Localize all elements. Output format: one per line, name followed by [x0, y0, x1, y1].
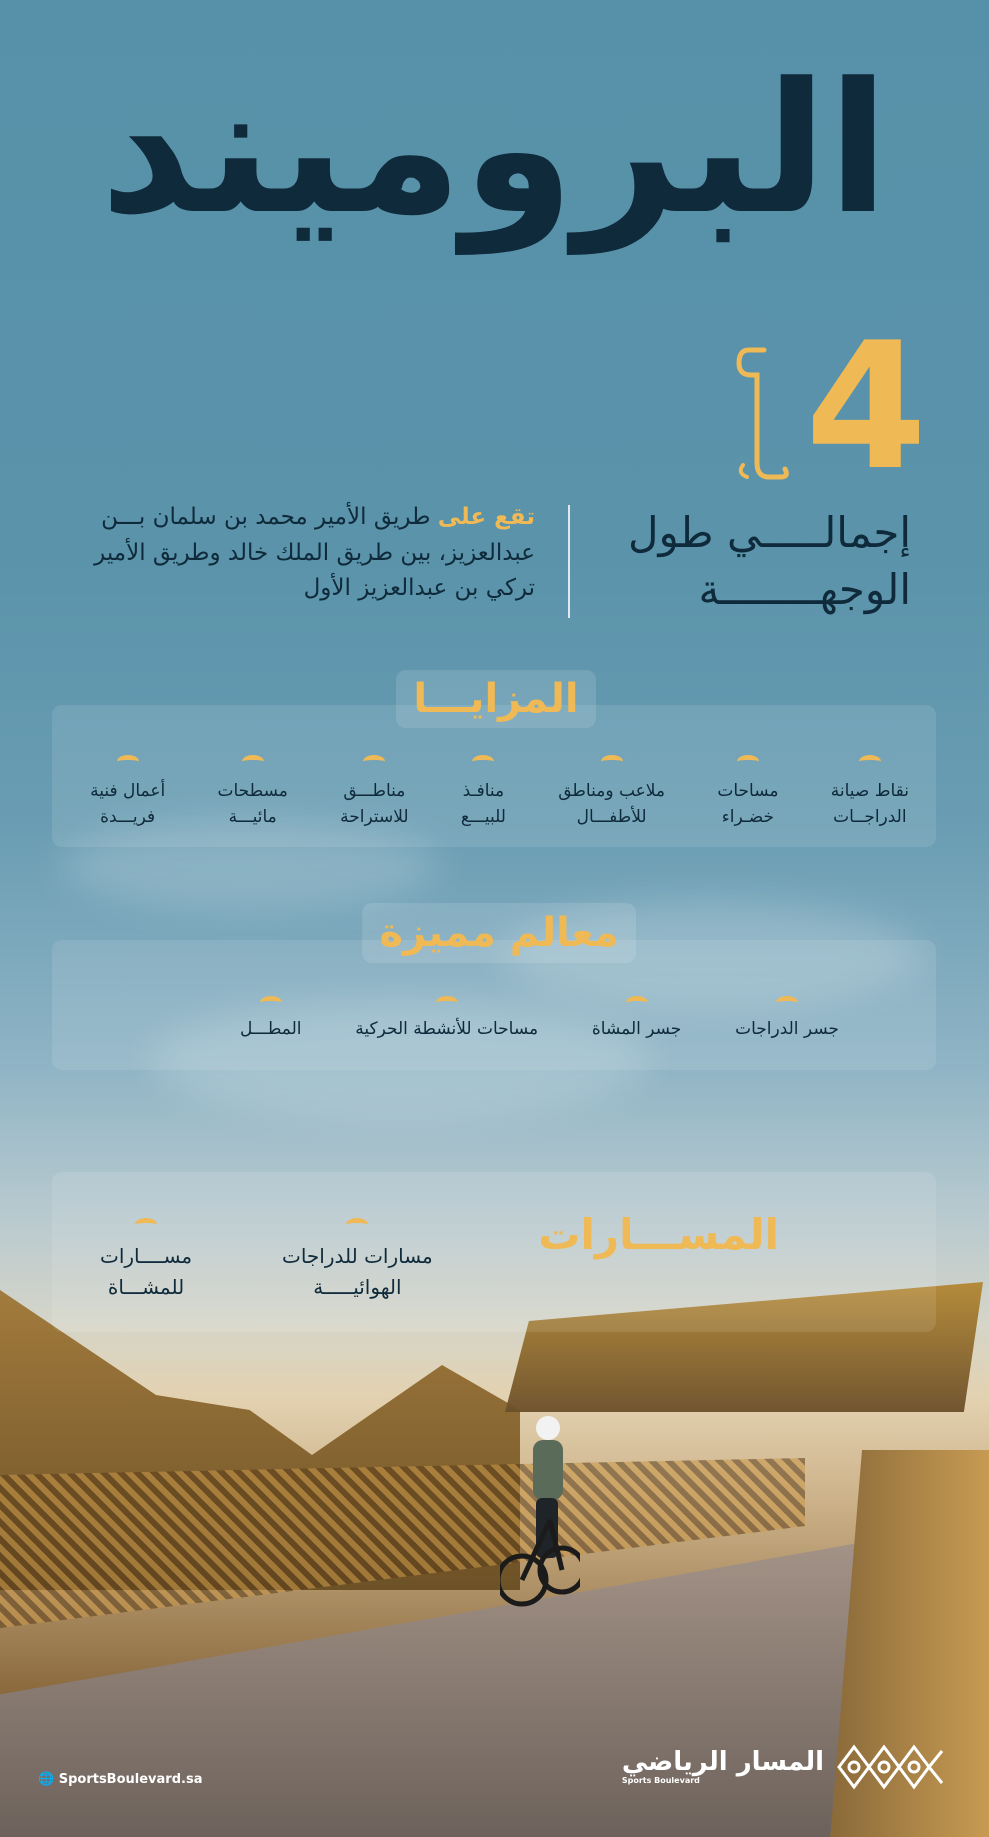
- landmarks-heading: معالم مميزة: [362, 903, 636, 963]
- location-accent: تقع على: [437, 504, 535, 530]
- landmark-item: جسر الدراجات: [735, 996, 839, 1039]
- landmark-item: المطـــل: [240, 996, 302, 1039]
- feature-item: مساحات خضـراء: [717, 755, 778, 831]
- dash-icon: [135, 1218, 157, 1231]
- dash-icon: [260, 996, 282, 1009]
- logo-text-english: Sports Boulevard: [621, 1776, 700, 1786]
- dash-icon: [242, 755, 264, 768]
- km-unit-glyph: [729, 345, 789, 485]
- dash-icon: [859, 755, 881, 768]
- track-item: مسارات للدراجات الهوائيـــــة: [282, 1218, 433, 1303]
- dash-icon: [472, 755, 494, 768]
- dash-icon: [626, 996, 648, 1009]
- dash-icon: [346, 1218, 368, 1231]
- logo-pattern-icon: [834, 1737, 949, 1797]
- feature-item: منافـذ للبيـــع: [461, 755, 506, 831]
- track-item: مســــارات للمشـــاة: [100, 1218, 192, 1303]
- feature-item: ملاعب ومناطق للأطفـــال: [558, 755, 665, 831]
- landmark-item: مساحات للأنشطة الحركية: [355, 996, 538, 1039]
- landmark-item: جسر المشاة: [592, 996, 681, 1039]
- website-link[interactable]: 🌐 SportsBoulevard.sa: [38, 1772, 203, 1787]
- cyclist-figure: [500, 1410, 580, 1620]
- logo-text-arabic: المسار الرياضي: [621, 1746, 824, 1777]
- location-description: [60, 500, 535, 607]
- dash-icon: [737, 755, 759, 768]
- page-title: البروميند: [100, 45, 889, 254]
- dash-icon: [363, 755, 385, 768]
- stat-label: إجمالـــــي طول الوجهــــــــة: [627, 508, 911, 614]
- landmarks-list: [240, 996, 839, 1039]
- dash-icon: [601, 755, 623, 768]
- dash-icon: [436, 996, 458, 1009]
- dash-icon: [117, 755, 139, 768]
- feature-item: مناطـــق للاستراحة: [340, 755, 408, 831]
- features-heading: المزايـــا: [396, 670, 596, 728]
- feature-item: نقاط صيانة الدراجــات: [831, 755, 909, 831]
- feature-item: مسطحات مائيـــة: [218, 755, 288, 831]
- divider: [568, 505, 570, 618]
- location-text: طريق الأمير محمد بن سلمان بـــن عبدالعزيز، بين طريق الملك خالد وطريق الأمير تركي بن عبدالعزيز الأول: [94, 504, 535, 602]
- dash-icon: [776, 996, 798, 1009]
- features-list: [90, 755, 909, 831]
- tracks-heading: المســـارات: [538, 1210, 779, 1259]
- feature-item: أعمال فنية فريـــدة: [90, 755, 165, 831]
- stat-value: 4: [805, 306, 927, 509]
- sports-boulevard-logo: [622, 1737, 949, 1797]
